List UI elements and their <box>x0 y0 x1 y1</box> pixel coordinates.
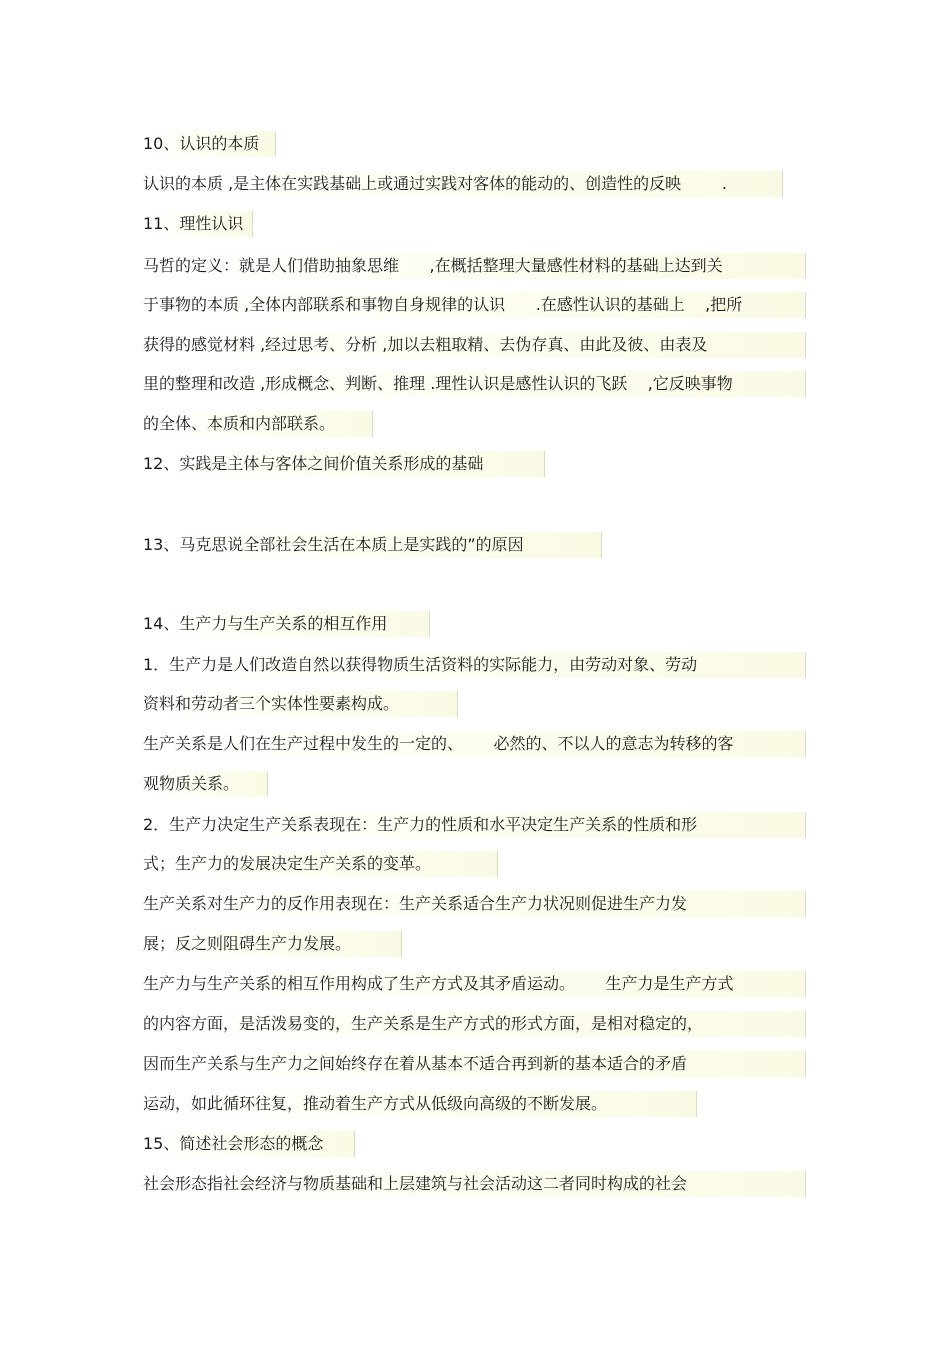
line-text: 观物质关系。 <box>143 774 240 793</box>
line-text: 10、认识的本质 <box>143 134 260 153</box>
line-text: 的全体、本质和内部联系。 <box>143 414 336 433</box>
line-text: 1．生产力是人们改造自然以获得物质生活资料的实际能力，由劳动对象、劳动 <box>143 655 698 674</box>
line-text: 生产关系是人们在生产过程中发生的一定的、 必然的、不以人的意志为转移的客 <box>143 734 734 753</box>
line-text: 14、生产力与生产关系的相互作用 <box>143 614 388 633</box>
heading-13 <box>143 532 602 558</box>
line-text: 式；生产力的发展决定生产关系的变革。 <box>143 854 432 873</box>
paragraph-line <box>143 931 402 957</box>
heading-15 <box>143 1131 355 1157</box>
line-text: 运动，如此循环往复，推动着生产方式从低级向高级的不断发展。 <box>143 1094 608 1113</box>
paragraph-line <box>143 691 458 717</box>
paragraph-line <box>143 171 783 197</box>
paragraph-line <box>143 1091 697 1117</box>
line-text: 认识的本质 ,是主体在实践基础上或通过实践对客体的能动的、创造性的反映 . <box>143 174 727 193</box>
line-text: 于事物的本质 ,全体内部联系和事物自身规律的认识 .在感性认识的基础上 ,把所 <box>143 295 743 314</box>
heading-14 <box>143 611 430 637</box>
line-text: 展；反之则阻碍生产力发展。 <box>143 934 352 953</box>
paragraph-line <box>143 332 806 358</box>
line-text: 获得的感觉材料 ,经过思考、分析 ,加以去粗取精、去伪存真、由此及彼、由表及 <box>143 335 708 354</box>
line-text: 因而生产关系与生产力之间始终存在着从基本不适合再到新的基本适合的矛盾 <box>143 1054 688 1073</box>
heading-11 <box>143 211 253 237</box>
paragraph-line <box>143 1011 806 1037</box>
paragraph-line <box>143 971 806 997</box>
line-text: 里的整理和改造 ,形成概念、判断、推理 .理性认识是感性认识的飞跃 ,它反映事物 <box>143 374 733 393</box>
heading-12 <box>143 451 545 477</box>
line-text: 12、实践是主体与客体之间价值关系形成的基础 <box>143 454 484 473</box>
line-text: 生产关系对生产力的反作用表现在：生产关系适合生产力状况则促进生产力发 <box>143 894 688 913</box>
line-text: 15、简述社会形态的概念 <box>143 1134 324 1153</box>
paragraph-line <box>143 1171 806 1197</box>
paragraph-line <box>143 851 498 877</box>
paragraph-line <box>143 812 806 838</box>
line-text: 马哲的定义：就是人们借助抽象思维 ,在概括整理大量感性材料的基础上达到关 <box>143 256 723 275</box>
line-text: 11、理性认识 <box>143 214 244 233</box>
line-text: 社会形态指社会经济与物质基础和上层建筑与社会活动这二者同时构成的社会 <box>143 1174 688 1193</box>
paragraph-line <box>143 652 806 678</box>
line-text: 资料和劳动者三个实体性要素构成。 <box>143 694 400 713</box>
paragraph-line <box>143 771 268 797</box>
paragraph-line <box>143 253 806 279</box>
paragraph-line <box>143 411 373 437</box>
line-text: 的内容方面，是活泼易变的，生产关系是生产方式的形式方面，是相对稳定的， <box>143 1014 704 1033</box>
line-text: 生产力与生产关系的相互作用构成了生产方式及其矛盾运动。 生产力是生产方式 <box>143 974 734 993</box>
paragraph-line <box>143 371 806 397</box>
line-text: 2．生产力决定生产关系表现在：生产力的性质和水平决定生产关系的性质和形 <box>143 815 698 834</box>
paragraph-line <box>143 1051 806 1077</box>
paragraph-line <box>143 731 806 757</box>
line-text: 13、马克思说全部社会生活在本质上是实践的”的原因 <box>143 535 524 554</box>
paragraph-line <box>143 891 806 917</box>
heading-10 <box>143 131 276 157</box>
paragraph-line <box>143 292 806 318</box>
